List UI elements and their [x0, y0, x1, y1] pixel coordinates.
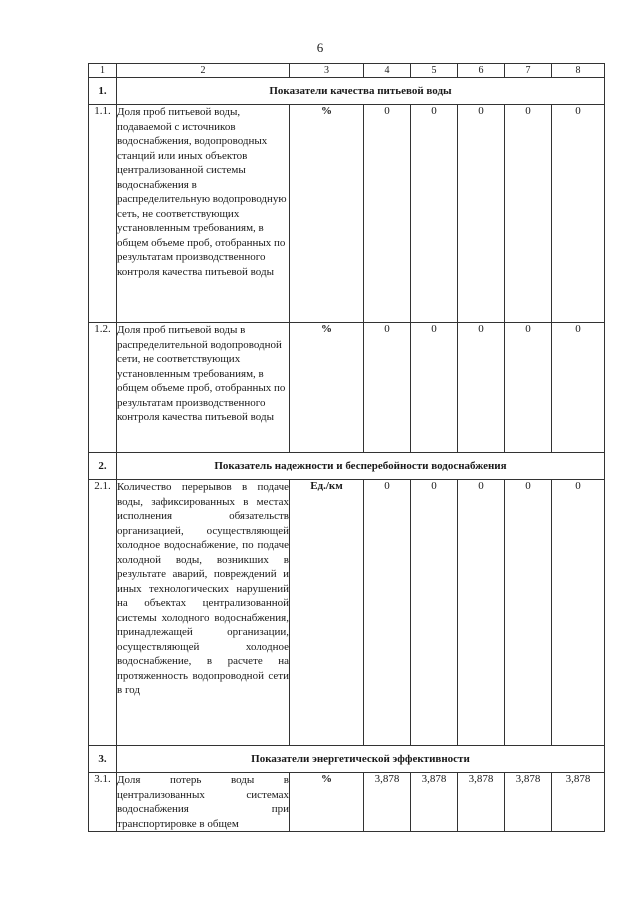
value-cell: 0	[411, 105, 458, 323]
value-cell: 0	[458, 323, 505, 453]
section-number: 3.	[89, 746, 117, 773]
column-number: 8	[552, 64, 605, 78]
value-cell: 0	[458, 105, 505, 323]
value-cell: 3,878	[505, 773, 552, 832]
indicator-description: Количество перерывов в подаче воды, зафиксированных в местах исполнения обязательств организацией, осуществляющей холодное водоснабжение, по подаче холодной воды, возникших в результате аварий, повреждений и иных технологических нарушений на объектах централизованной системы холодного водоснабжения, принадлежащей организации, осуществляющей холодное водоснабжение, в расчете на протяженность водопроводной сети в год	[117, 480, 290, 746]
column-number: 4	[364, 64, 411, 78]
section-title: Показатели качества питьевой воды	[117, 78, 605, 105]
row-number: 2.1.	[89, 480, 117, 746]
value-cell: 3,878	[458, 773, 505, 832]
column-number-row	[89, 64, 605, 78]
column-number: 6	[458, 64, 505, 78]
unit-cell: %	[290, 323, 364, 453]
unit-cell: %	[290, 105, 364, 323]
unit-cell: %	[290, 773, 364, 832]
section-title: Показатель надежности и бесперебойности водоснабжения	[117, 453, 605, 480]
page-number: 6	[316, 40, 324, 55]
column-number: 3	[290, 64, 364, 78]
column-number: 2	[117, 64, 290, 78]
value-cell: 0	[411, 480, 458, 746]
section-header-row	[89, 78, 605, 105]
section-number: 2.	[89, 453, 117, 480]
indicator-description: Доля проб питьевой воды, подаваемой с источников водоснабжения, водопроводных станций или иных объектов централизованной системы водоснабжения в распределительную водопроводную сеть, не соответствующих установленным требованиям, в общем объеме проб, отобранных по результатам производственного контроля качества питьевой воды	[117, 105, 290, 323]
value-cell: 0	[364, 323, 411, 453]
table-row	[89, 480, 605, 746]
value-cell: 3,878	[364, 773, 411, 832]
table-row	[89, 323, 605, 453]
value-cell: 3,878	[411, 773, 458, 832]
row-number: 3.1.	[89, 773, 117, 832]
section-header-row	[89, 453, 605, 480]
value-cell: 0	[411, 323, 458, 453]
column-number: 5	[411, 64, 458, 78]
value-cell: 0	[458, 480, 505, 746]
value-cell: 3,878	[552, 773, 605, 832]
value-cell: 0	[552, 323, 605, 453]
row-number: 1.2.	[89, 323, 117, 453]
unit-cell: Ед./км	[290, 480, 364, 746]
value-cell: 0	[364, 480, 411, 746]
indicator-description: Доля потерь воды в централизованных системах водоснабжения при транспортировке в общем	[117, 774, 289, 830]
section-number: 1.	[89, 78, 117, 105]
value-cell: 0	[505, 105, 552, 323]
value-cell: 0	[364, 105, 411, 323]
section-header-row	[89, 746, 605, 773]
value-cell: 0	[552, 480, 605, 746]
value-cell: 0	[505, 323, 552, 453]
table-row	[89, 105, 605, 323]
section-title: Показатели энергетической эффективности	[117, 746, 605, 773]
row-number: 1.1.	[89, 105, 117, 323]
value-cell: 0	[552, 105, 605, 323]
column-number: 1	[89, 64, 117, 78]
column-number: 7	[505, 64, 552, 78]
table-row	[89, 773, 605, 832]
value-cell: 0	[505, 480, 552, 746]
indicators-table	[88, 63, 605, 832]
indicator-description: Доля проб питьевой воды в распределительной водопроводной сети, не соответствующих установленным требованиям, в общем объеме проб, отобранных по результатам производственного контроля качества питьевой воды	[117, 323, 290, 453]
